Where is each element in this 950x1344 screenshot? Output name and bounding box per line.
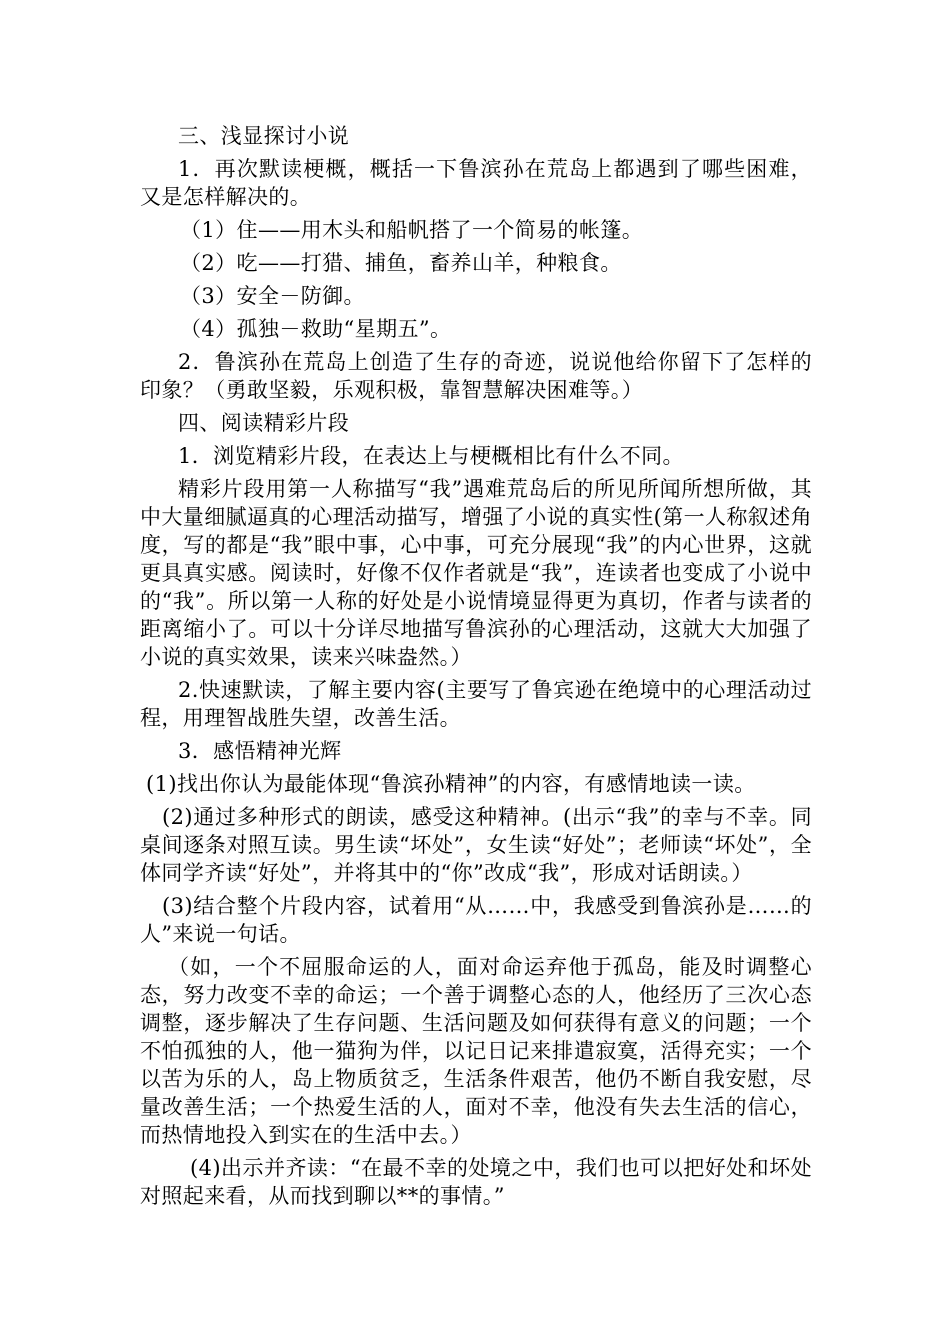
paragraph: (1)找出你认为最能体现“鲁滨孙精神”的内容，有感情地读一读。	[146, 772, 756, 796]
paragraph: (2)通过多种形式的朗读，感受这种精神。(出示“我”的幸与不幸。同桌间逐条对照互读。男生读“坏处”，女生读“好处”；老师读“坏处”，全体同学齐读“好处”，并将其中的“你”改成“我”，形成对话朗读。）	[140, 805, 812, 885]
paragraph: 1．浏览精彩片段，在表达上与梗概相比有什么不同。	[178, 444, 684, 468]
paragraph: 精彩片段用第一人称描写“我”遇难荒岛后的所见所闻所想所做，其中大量细腻逼真的心理活动描写，增强了小说的真实性(第一人称叙述角度，写的都是“我”眼中事，心中事，可充分展现“我”的内心世界，这就更具真实感。阅读时，好像不仅作者就是“我”，连读者也变成了小说中的“我”。所以第一人称的好处是小说情境显得更为真切，作者与读者的距离缩小了。可以十分详尽地描写鲁滨孙的心理活动，这就大大加强了小说的真实效果，读来兴味盎然。）	[140, 477, 812, 669]
paragraph: 1．再次默读梗概，概括一下鲁滨孙在荒岛上都遇到了哪些困难，又是怎样解决的。	[140, 157, 812, 209]
list-item: （2）吃——打猎、捕鱼，畜养山羊，种粮食。	[180, 251, 622, 275]
document-body	[140, 122, 812, 1215]
section-heading-3: 三、浅显探讨小说	[178, 124, 350, 148]
list-item: （1）住——用木头和船帆搭了一个简易的帐篷。	[180, 218, 644, 242]
list-item: （4）孤独－救助“星期五”。	[180, 317, 452, 341]
paragraph: （如，一个不屈服命运的人，面对命运弃他于孤岛，能及时调整心态，努力改变不幸的命运；一个善于调整心态的人，他经历了三次心态调整，逐步解决了生存问题、生活问题及如何获得有意义的问题；一个不怕孤独的人，他一猫狗为伴，以记日记来排遣寂寞，活得充实；一个以苦为乐的人，岛上物质贫乏，生活条件艰苦，他仍不断自我安慰，尽量改善生活；一个热爱生活的人，面对不幸，他没有失去生活的信心，而热情地投入到实在的生活中去。）	[140, 955, 812, 1147]
paragraph: 2.快速默读，了解主要内容(主要写了鲁宾逊在绝境中的心理活动过程，用理智战胜失望，改善生活。	[140, 678, 812, 730]
paragraph: 2．鲁滨孙在荒岛上创造了生存的奇迹，说说他给你留下了怎样的印象？（勇敢坚毅，乐观积极，靠智慧解决困难等。）	[140, 350, 812, 402]
list-item: （3）安全－防御。	[180, 284, 365, 308]
paragraph: 3．感悟精神光辉	[178, 739, 342, 763]
paragraph: (3)结合整个片段内容，试着用“从……中，我感受到鲁滨孙是……的人”来说一句话。	[140, 894, 812, 946]
paragraph: (4)出示并齐读：“在最不幸的处境之中，我们也可以把好处和坏处对照起来看，从而找到聊以**的事情。”	[140, 1156, 812, 1208]
section-heading-4: 四、阅读精彩片段	[178, 411, 350, 435]
